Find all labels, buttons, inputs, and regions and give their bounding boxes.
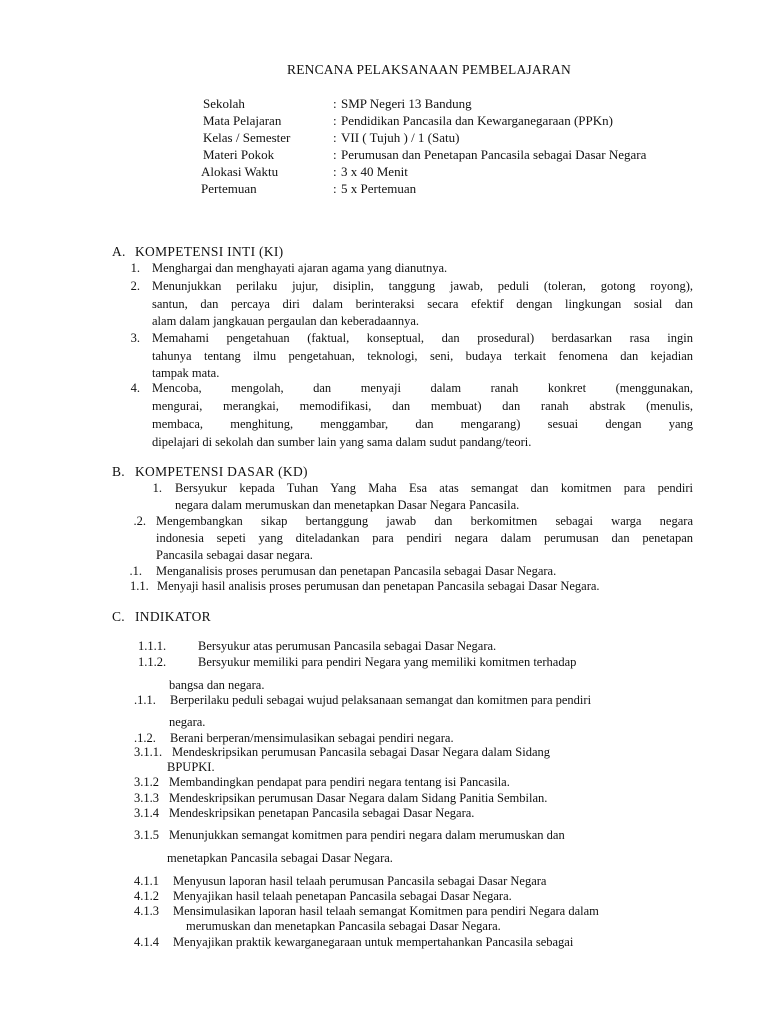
- list-text: Menyajikan praktik kewarganegaraan untuk mempertahankan Pancasila sebagai: [173, 935, 574, 949]
- list-text: menetapkan Pancasila sebagai Dasar Negara.: [167, 851, 393, 865]
- identity-value: 3 x 40 Menit: [341, 164, 408, 179]
- list-number: 3.: [130, 331, 140, 345]
- list-text: Berperilaku peduli sebagai wujud pelaksanaan semangat dan komitmen para pendiri: [170, 693, 592, 707]
- list-number: 4.1.1: [134, 874, 159, 888]
- list-number: 4.: [130, 381, 140, 395]
- list-text: Mensimulasikan laporan hasil telaah semangat Komitmen para pendiri Negara dalam: [173, 904, 599, 918]
- list-text: Memahami pengetahuan (faktual, konseptual, dan prosedural) berdasarkan rasa ingin: [152, 331, 693, 345]
- list-text: alam dalam jangkauan pergaulan dan keberadaannya.: [152, 314, 420, 328]
- list-text: Pancasila sebagai dasar negara.: [156, 548, 313, 562]
- list-text: Bersyukur memiliki para pendiri Negara yang memiliki komitmen terhadap: [198, 655, 577, 669]
- identity-label: Kelas / Semester: [203, 130, 291, 145]
- list-number: 3.1.3: [134, 791, 159, 805]
- list-text: Mencoba, mengolah, dan menyaji dalam ranah konkret (menggunakan,: [152, 381, 693, 395]
- list-text: Bersyukur kepada Tuhan Yang Maha Esa atas semangat dan komitmen para pendiri: [175, 481, 693, 495]
- identity-label: Alokasi Waktu: [201, 164, 279, 179]
- list-text: mengurai, merangkai, memodifikasi, dan membuat) dan ranah abstrak (menulis,: [152, 399, 693, 413]
- list-text: dipelajari di sekolah dan sumber lain yang sama dalam sudut pandang/teori.: [152, 435, 532, 449]
- list-text: Menunjukkan perilaku jujur, disiplin, tanggung jawab, peduli (toleran, gotong royong),: [152, 279, 693, 293]
- list-number: 4.1.4: [134, 935, 159, 949]
- list-text: Bersyukur atas perumusan Pancasila sebagai Dasar Negara.: [198, 639, 497, 653]
- list-number: 4.1.2: [134, 889, 159, 903]
- list-number: 3.1.5: [134, 828, 159, 842]
- identity-colon: :: [333, 147, 337, 162]
- list-number: 3.1.2: [134, 775, 159, 789]
- section-letter: C.: [112, 609, 125, 624]
- list-text: Mendeskripsikan perumusan Dasar Negara dalam Sidang Panitia Sembilan.: [169, 791, 548, 805]
- identity-label: Mata Pelajaran: [203, 113, 282, 128]
- identity-colon: :: [333, 113, 337, 128]
- identity-value: SMP Negeri 13 Bandung: [341, 96, 472, 111]
- identity-value: Pendidikan Pancasila dan Kewarganegaraan (PPKn): [341, 113, 613, 128]
- list-number: 2.: [130, 279, 140, 293]
- identity-value: Perumusan dan Penetapan Pancasila sebagai Dasar Negara: [341, 147, 647, 162]
- list-text: Mendeskripsikan penetapan Pancasila sebagai Dasar Negara.: [169, 806, 475, 820]
- identity-label: Materi Pokok: [203, 147, 275, 162]
- list-text: Mengembangkan sikap bertanggung jawab dan berkomitmen sebagai warga negara: [156, 514, 693, 528]
- list-number: 3.1.4: [134, 806, 159, 820]
- section-title: KOMPETENSI DASAR (KD): [135, 464, 308, 479]
- list-number: .2.: [133, 514, 146, 528]
- list-number: 3.1.1.: [134, 745, 163, 759]
- list-text: bangsa dan negara.: [169, 678, 265, 692]
- list-number: 1.: [130, 261, 140, 275]
- list-text: merumuskan dan menetapkan Pancasila sebagai Dasar Negara.: [186, 919, 501, 933]
- list-text: Berani berperan/mensimulasikan sebagai pendiri negara.: [170, 731, 454, 745]
- identity-value: 5 x Pertemuan: [341, 181, 417, 196]
- list-number: 1.1.: [130, 579, 149, 593]
- section-title: INDIKATOR: [135, 609, 211, 624]
- list-number: 4.1.3: [134, 904, 159, 918]
- list-text: indonesia sepeti yang diteladankan para pendiri negara dalam perumusan dan penetapan: [156, 531, 693, 545]
- list-text: Menyusun laporan hasil telaah perumusan Pancasila sebagai Dasar Negara: [173, 874, 547, 888]
- identity-colon: :: [333, 130, 337, 145]
- list-text: Menghargai dan menghayati ajaran agama yang dianutnya.: [152, 261, 448, 275]
- list-text: tampak mata.: [152, 366, 220, 380]
- list-number: 1.1.2.: [138, 655, 167, 669]
- list-number: .1.1.: [134, 693, 156, 707]
- list-number: 1.: [152, 481, 162, 495]
- section-heading-ki: [112, 244, 283, 260]
- list-text: negara.: [169, 715, 206, 729]
- list-text: Menganalisis proses perumusan dan penetapan Pancasila sebagai Dasar Negara.: [156, 564, 557, 578]
- list-text: BPUPKI.: [167, 760, 215, 774]
- section-title: KOMPETENSI INTI (KI): [135, 244, 284, 259]
- section-letter: A.: [112, 244, 126, 259]
- identity-label: Sekolah: [203, 96, 245, 111]
- list-text: Menyaji hasil analisis proses perumusan dan penetapan Pancasila sebagai Dasar Negara.: [157, 579, 600, 593]
- identity-colon: :: [333, 164, 337, 179]
- section-letter: B.: [112, 464, 125, 479]
- document-title: RENCANA PELAKSANAAN PEMBELAJARAN: [287, 62, 571, 77]
- section-heading-indikator: [112, 609, 211, 625]
- list-number: 1.1.1.: [138, 639, 167, 653]
- identity-colon: :: [333, 181, 337, 196]
- identity-value: VII ( Tujuh ) / 1 (Satu): [341, 130, 460, 145]
- list-text: tahunya tentang ilmu pengetahuan, teknologi, seni, budaya terkait fenomena dan kejadian: [152, 349, 693, 363]
- list-number: .1.2.: [134, 731, 156, 745]
- list-number: .1.: [129, 564, 142, 578]
- list-text: Menunjukkan semangat komitmen para pendiri negara dalam merumuskan dan: [169, 828, 565, 842]
- list-text: Membandingkan pendapat para pendiri negara tentang isi Pancasila.: [169, 775, 510, 789]
- list-text: santun, dan percaya diri dalam berinteraksi secara efektif dengan lingkungan sosial dan: [152, 297, 693, 311]
- list-text: Mendeskripsikan perumusan Pancasila sebagai Dasar Negara dalam Sidang: [172, 745, 551, 759]
- identity-colon: :: [333, 96, 337, 111]
- list-text: negara dalam merumuskan dan menetapkan Dasar Negara Pancasila.: [175, 498, 520, 512]
- list-text: membaca, menghitung, menggambar, dan mengarang) sesuai dengan yang: [152, 417, 693, 431]
- identity-label: Pertemuan: [201, 181, 257, 196]
- list-text: Menyajikan hasil telaah penetapan Pancasila sebagai Dasar Negara.: [173, 889, 512, 903]
- section-heading-kd: [112, 464, 308, 480]
